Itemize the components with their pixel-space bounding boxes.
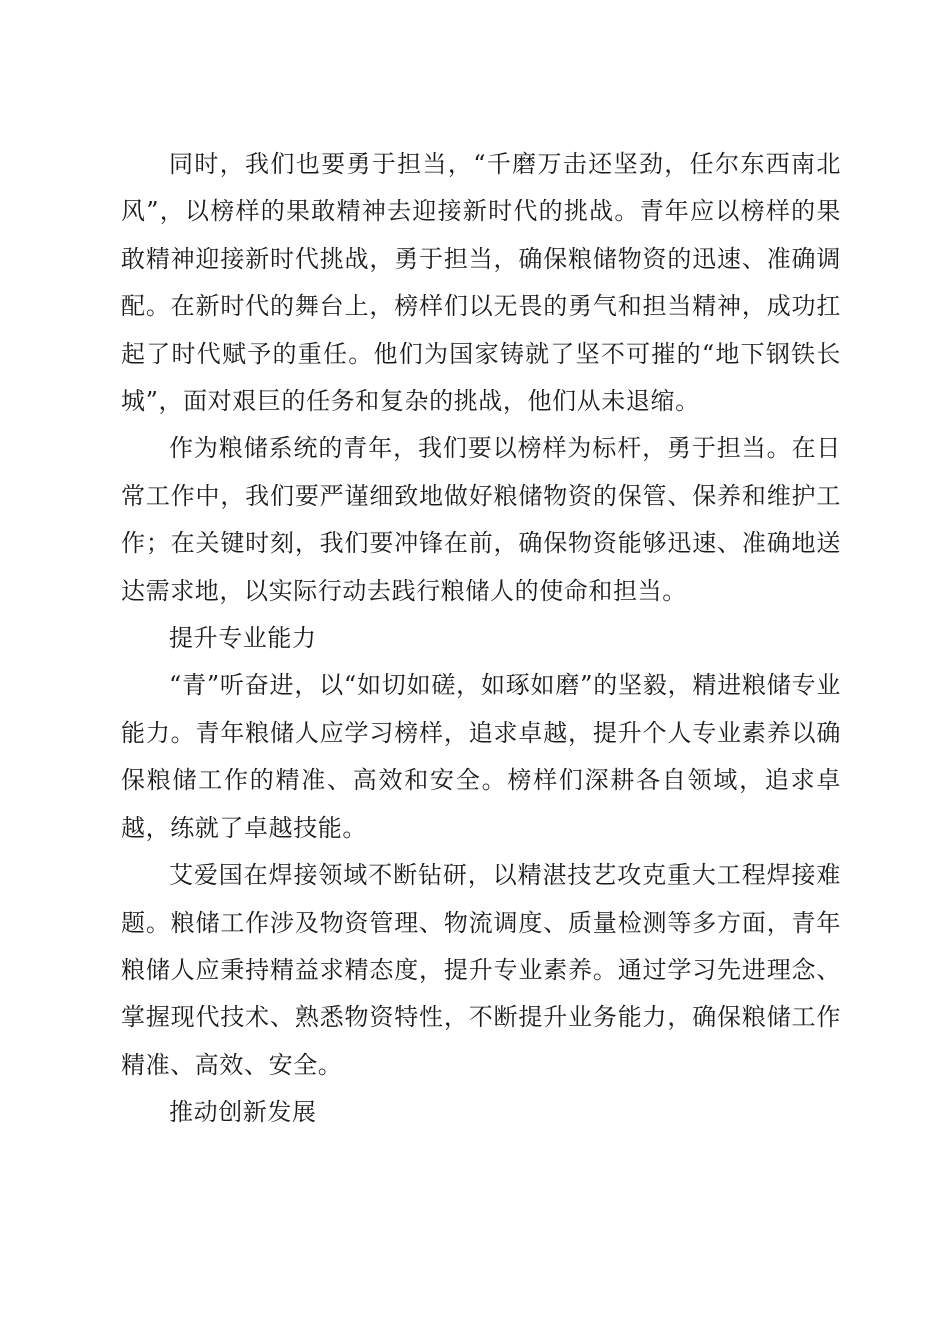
paragraph-professional-ability: “青”听奋进，以“如切如磋，如琢如磨”的坚毅，精进粮储专业能力。青年粮储人应学习榜样，追求卓越，提升个人专业素养以确保粮储工作的精准、高效和安全。榜样们深耕各自领域，追求卓越，练就了卓越技能。 bbox=[121, 671, 841, 842]
paragraph-responsibility: 同时，我们也要勇于担当，“千磨万击还坚劲，任尔东西南北风”，以榜样的果敢精神去迎接新时代的挑战。青年应以榜样的果敢精神迎接新时代挑战，勇于担当，确保粮储物资的迅速、准确调配。在新时代的舞台上，榜样们以无畏的勇气和担当精神，成功扛起了时代赋予的重任。他们为国家铸就了坚不可摧的“地下钢铁长城”，面对艰巨的任务和复杂的挑战，他们从未退缩。 bbox=[121, 150, 841, 416]
section-heading-innovation: 推动创新发展 bbox=[169, 1098, 317, 1127]
document-body bbox=[121, 141, 841, 1137]
paragraph-ai-aiguo: 艾爱国在焊接领域不断钻研，以精湛技艺攻克重大工程焊接难题。粮储工作涉及物资管理、物流调度、质量检测等多方面，青年粮储人应秉持精益求精态度，提升专业素养。通过学习先进理念、掌握现代技术、熟悉物资特性，不断提升业务能力，确保粮储工作精准、高效、安全。 bbox=[121, 861, 841, 1079]
paragraph-youth-role: 作为粮储系统的青年，我们要以榜样为标杆，勇于担当。在日常工作中，我们要严谨细致地做好粮储物资的保管、保养和维护工作；在关键时刻，我们要冲锋在前，确保物资能够迅速、准确地送达需求地，以实际行动去践行粮储人的使命和担当。 bbox=[121, 434, 841, 605]
section-heading-professional-ability: 提升专业能力 bbox=[169, 624, 317, 653]
